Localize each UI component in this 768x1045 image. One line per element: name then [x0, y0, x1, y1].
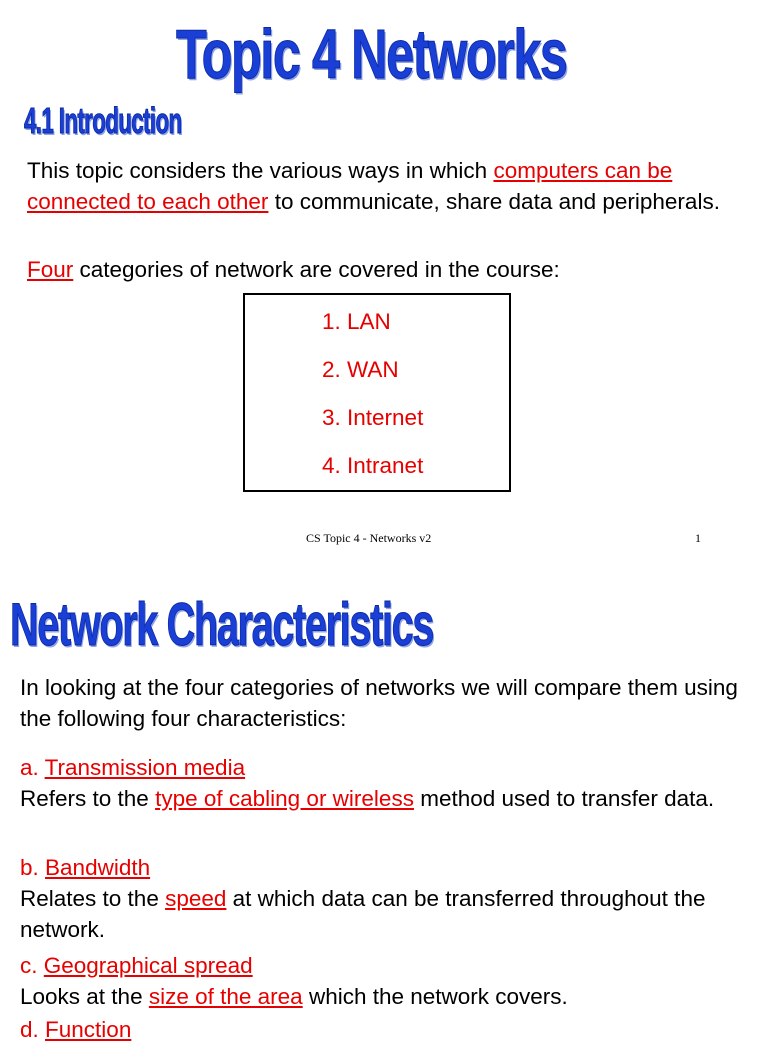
slide-2 [0, 568, 768, 1042]
four-highlight: Four [27, 257, 74, 282]
characteristic-heading [20, 852, 750, 883]
category-item-lan: 1. LAN [322, 309, 391, 334]
characteristic-name: Bandwidth [45, 855, 151, 880]
intro-highlight: computers can be connected to each other [27, 158, 673, 214]
characteristic-name: Function [45, 1017, 132, 1042]
characteristic-function [20, 1014, 750, 1045]
characteristic-description [20, 783, 750, 814]
desc-highlight: size of the area [148, 984, 303, 1009]
desc-highlight: type of cabling or wireless [155, 786, 414, 811]
characteristics-intro: In looking at the four categories of networks we will compare them using the following four characteristics: [20, 675, 738, 731]
characteristic-geographical-spread [20, 950, 750, 1012]
desc-text: Relates to the [20, 886, 166, 911]
desc-text: Looks at the [20, 984, 149, 1009]
characteristic-heading [20, 752, 750, 783]
page-number: 1 [695, 531, 701, 545]
category-item-intranet: 4. Intranet [322, 453, 424, 478]
intro-text-1: This topic considers the various ways in which [27, 158, 494, 183]
category-item-wan: 2. WAN [322, 357, 399, 382]
characteristic-description [20, 883, 750, 945]
category-item-internet: 3. Internet [322, 405, 424, 430]
characteristic-letter: a. [20, 755, 45, 780]
category-list-box [243, 293, 511, 492]
characteristic-name: Geographical spread [43, 953, 253, 978]
desc-text: Refers to the [20, 786, 156, 811]
characteristic-heading [20, 1014, 750, 1045]
characteristic-heading [20, 950, 750, 981]
section-heading: 4.1 Introduction [24, 100, 182, 141]
footer-title: CS Topic 4 - Networks v2 [306, 531, 432, 545]
categories-intro [27, 254, 747, 285]
intro-text-2: to communicate, share data and peripherals. [268, 189, 720, 214]
characteristic-transmission-media [20, 752, 750, 814]
slide-title: Topic 4 Networks [176, 15, 567, 93]
characteristic-name: Transmission media [44, 755, 246, 780]
desc-highlight: speed [165, 886, 227, 911]
four-rest: categories of network are covered in the course: [73, 257, 560, 282]
slide-title-characteristics: Network Characteristics [10, 591, 434, 658]
desc-text: method used to transfer data. [413, 786, 715, 811]
intro-paragraph [27, 155, 747, 217]
characteristic-letter: d. [20, 1017, 46, 1042]
characteristic-letter: c. [20, 953, 44, 978]
characteristic-letter: b. [20, 855, 46, 880]
characteristic-description [20, 981, 750, 1012]
desc-text: which the network covers. [302, 984, 568, 1009]
characteristic-bandwidth [20, 852, 750, 945]
desc-text: at which data can be transferred throughout the network. [20, 886, 706, 942]
